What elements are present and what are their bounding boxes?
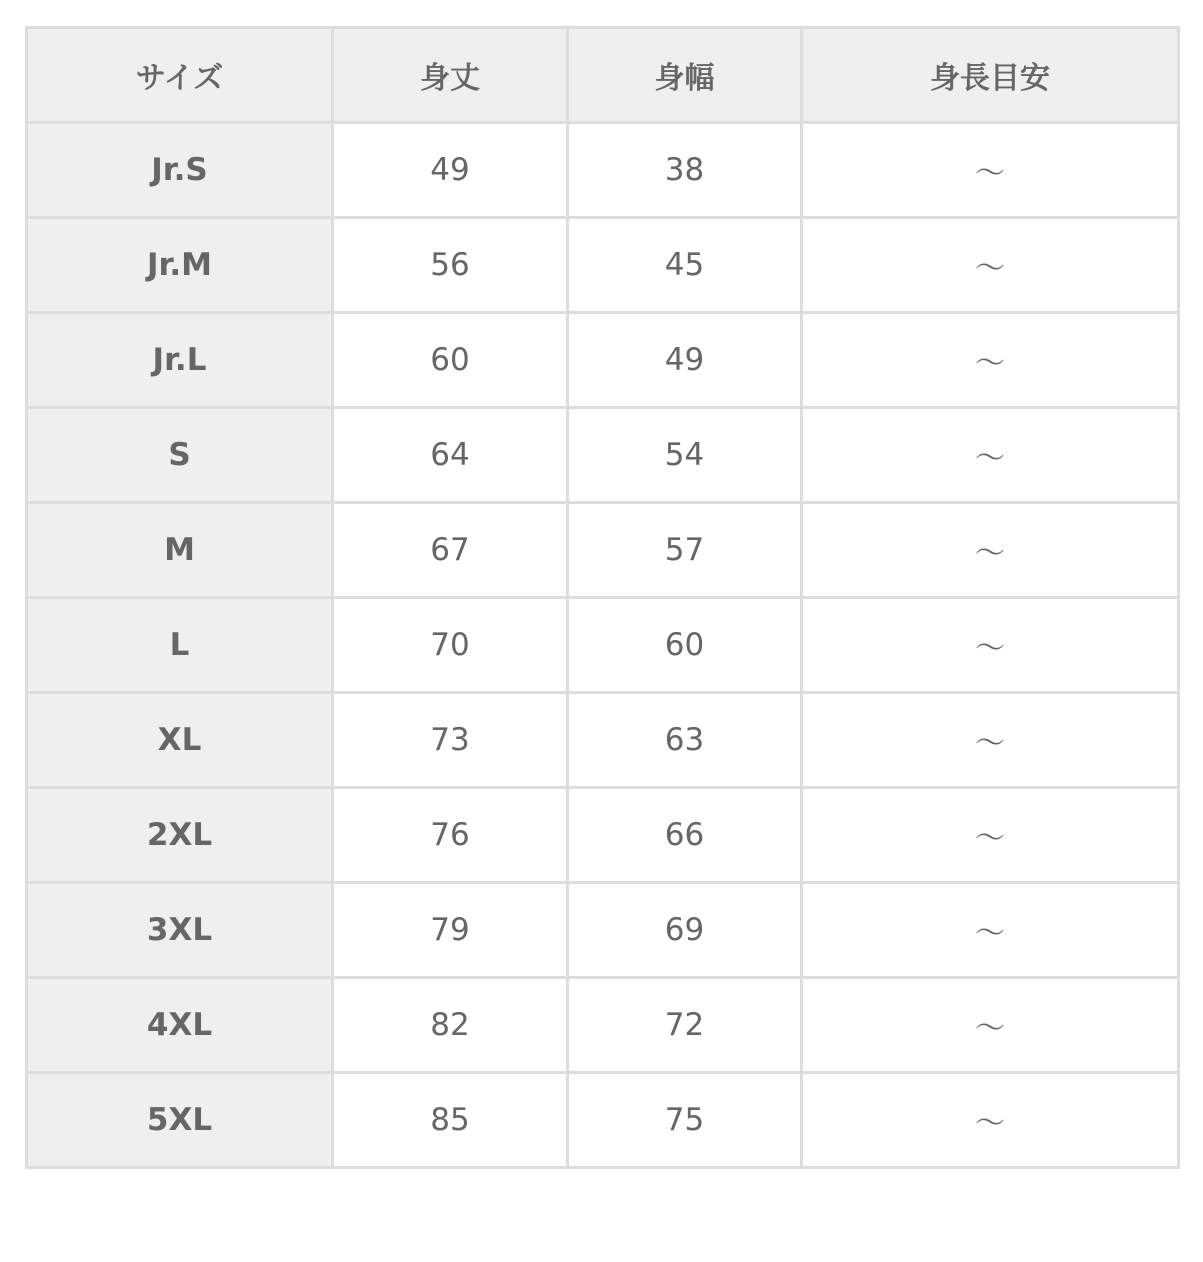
body-length-cell: 79 xyxy=(333,883,568,978)
body-width-cell: 63 xyxy=(568,693,802,788)
size-cell: 3XL xyxy=(27,883,333,978)
size-cell: Jr.M xyxy=(27,218,333,313)
body-length-cell: 49 xyxy=(333,123,568,218)
table-row xyxy=(27,123,1179,218)
body-length-cell: 70 xyxy=(333,598,568,693)
body-width-cell: 49 xyxy=(568,313,802,408)
height-guide-cell: 〜 xyxy=(802,313,1179,408)
height-guide-cell: 〜 xyxy=(802,598,1179,693)
table-row xyxy=(27,693,1179,788)
height-guide-cell: 〜 xyxy=(802,123,1179,218)
size-chart-header xyxy=(27,28,1179,123)
body-width-cell: 54 xyxy=(568,408,802,503)
table-row xyxy=(27,978,1179,1073)
body-width-cell: 75 xyxy=(568,1073,802,1168)
body-length-cell: 76 xyxy=(333,788,568,883)
table-row xyxy=(27,313,1179,408)
header-body-length: 身丈 xyxy=(333,28,568,123)
body-width-cell: 60 xyxy=(568,598,802,693)
header-row xyxy=(27,28,1179,123)
table-row xyxy=(27,1073,1179,1168)
header-height-guide: 身長目安 xyxy=(802,28,1179,123)
size-cell: 4XL xyxy=(27,978,333,1073)
body-length-cell: 73 xyxy=(333,693,568,788)
size-chart-body xyxy=(27,123,1179,1168)
table-row xyxy=(27,598,1179,693)
size-chart-table xyxy=(25,26,1180,1169)
body-width-cell: 72 xyxy=(568,978,802,1073)
body-length-cell: 56 xyxy=(333,218,568,313)
body-length-cell: 82 xyxy=(333,978,568,1073)
size-cell: 2XL xyxy=(27,788,333,883)
height-guide-cell: 〜 xyxy=(802,788,1179,883)
table-row xyxy=(27,503,1179,598)
size-cell: S xyxy=(27,408,333,503)
body-length-cell: 64 xyxy=(333,408,568,503)
body-width-cell: 45 xyxy=(568,218,802,313)
header-body-width: 身幅 xyxy=(568,28,802,123)
table-row xyxy=(27,408,1179,503)
size-cell: XL xyxy=(27,693,333,788)
size-cell: M xyxy=(27,503,333,598)
size-cell: Jr.S xyxy=(27,123,333,218)
body-width-cell: 69 xyxy=(568,883,802,978)
size-cell: Jr.L xyxy=(27,313,333,408)
height-guide-cell: 〜 xyxy=(802,693,1179,788)
table-row xyxy=(27,883,1179,978)
height-guide-cell: 〜 xyxy=(802,503,1179,598)
height-guide-cell: 〜 xyxy=(802,883,1179,978)
body-length-cell: 60 xyxy=(333,313,568,408)
height-guide-cell: 〜 xyxy=(802,408,1179,503)
table-row xyxy=(27,218,1179,313)
header-size: サイズ xyxy=(27,28,333,123)
height-guide-cell: 〜 xyxy=(802,218,1179,313)
height-guide-cell: 〜 xyxy=(802,1073,1179,1168)
body-length-cell: 67 xyxy=(333,503,568,598)
body-width-cell: 38 xyxy=(568,123,802,218)
table-row xyxy=(27,788,1179,883)
size-cell: 5XL xyxy=(27,1073,333,1168)
size-cell: L xyxy=(27,598,333,693)
body-width-cell: 57 xyxy=(568,503,802,598)
body-length-cell: 85 xyxy=(333,1073,568,1168)
body-width-cell: 66 xyxy=(568,788,802,883)
height-guide-cell: 〜 xyxy=(802,978,1179,1073)
